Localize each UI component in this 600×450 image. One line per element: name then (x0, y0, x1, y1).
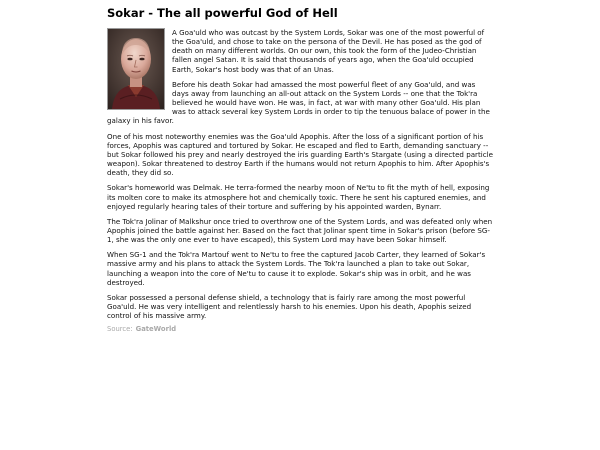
portrait-photo-icon (108, 29, 164, 109)
article-title: Sokar - The all powerful God of Hell (107, 6, 338, 20)
portrait-photo (107, 28, 165, 110)
paragraph: When SG-1 and the Tok'ra Martouf went to Ne'tu to free the captured Jacob Carter, they learned of Sokar's massive army and his plans to attack the System Lords. The Tok'ra launched a plan to take out Sokar, launching a weapon into the core of Ne'tu to cause it to explode. Sokar's ship was in orbit, and he was destroyed. (107, 250, 486, 287)
source-name: GateWorld (135, 325, 177, 334)
article (107, 6, 494, 334)
paragraph: One of his most noteworthy enemies was the Goa'uld Apophis. After the loss of a significant portion of his forces, Apophis was captured and tortured by Sokar. He escaped and fled to Earth, demanding sanctuary -- but Sokar followed his prey and nearly destroyed the iris guarding Earth's Stargate (using a directed particle weapon). Sokar threatened to destroy Earth if the humans would not return Apophis to him. After Apophis's death, they did so. (107, 131, 493, 178)
paragraph: A Goa'uld who was outcast by the System Lords, Sokar was one of the most powerful of the Goa'uld, and chose to take on the persona of the Devil. He has posed as the god of death on many different worlds. On our own, this took the form of the Judeo-Christian fallen angel Satan. It is said that thousands of years ago, when the Goa'uld occupied Earth, Sokar's host body was that of an Unas. (172, 28, 485, 74)
paragraph: Sokar possessed a personal defense shield, a technology that is fairly rare among the most powerful Goa'uld. He was very intelligent and relentlessly harsh to his enemies. Upon his death, Apophis seized control of his massive army. (107, 292, 472, 321)
paragraph: Before his death Sokar had amassed the most powerful fleet of any Goa'uld, and was days away from launching an all-out attack on the System Lords -- one that the Tok'ra believed he would have won. He was, in fact, at war with many other Goa'uld. His plan was to attack several key System Lords in order to tip the tenuous balace of power in the galaxy in his favor. (107, 79, 490, 126)
paragraph: The Tok'ra Jolinar of Malkshur once tried to overthrow one of the System Lords, and was defeated only when Apophis joined the battle against her. Based on the fact that Jolinar spent time in Sokar's prison (before SG-1, she was the only one ever to have escaped), this System Lord may have been Sokar himself. (107, 216, 493, 245)
paragraph: Sokar's homeworld was Delmak. He terra-formed the nearby moon of Ne'tu to fit the myth of hell, exposing its molten core to make its atmosphere hot and chemically toxic. There he sent his captured enemies, and enjoyed regularly hearing tales of their torture and suffering by his appointed warden, Bynarr. (107, 183, 490, 211)
source-label: Source: (107, 325, 133, 334)
source-credit (107, 325, 494, 334)
